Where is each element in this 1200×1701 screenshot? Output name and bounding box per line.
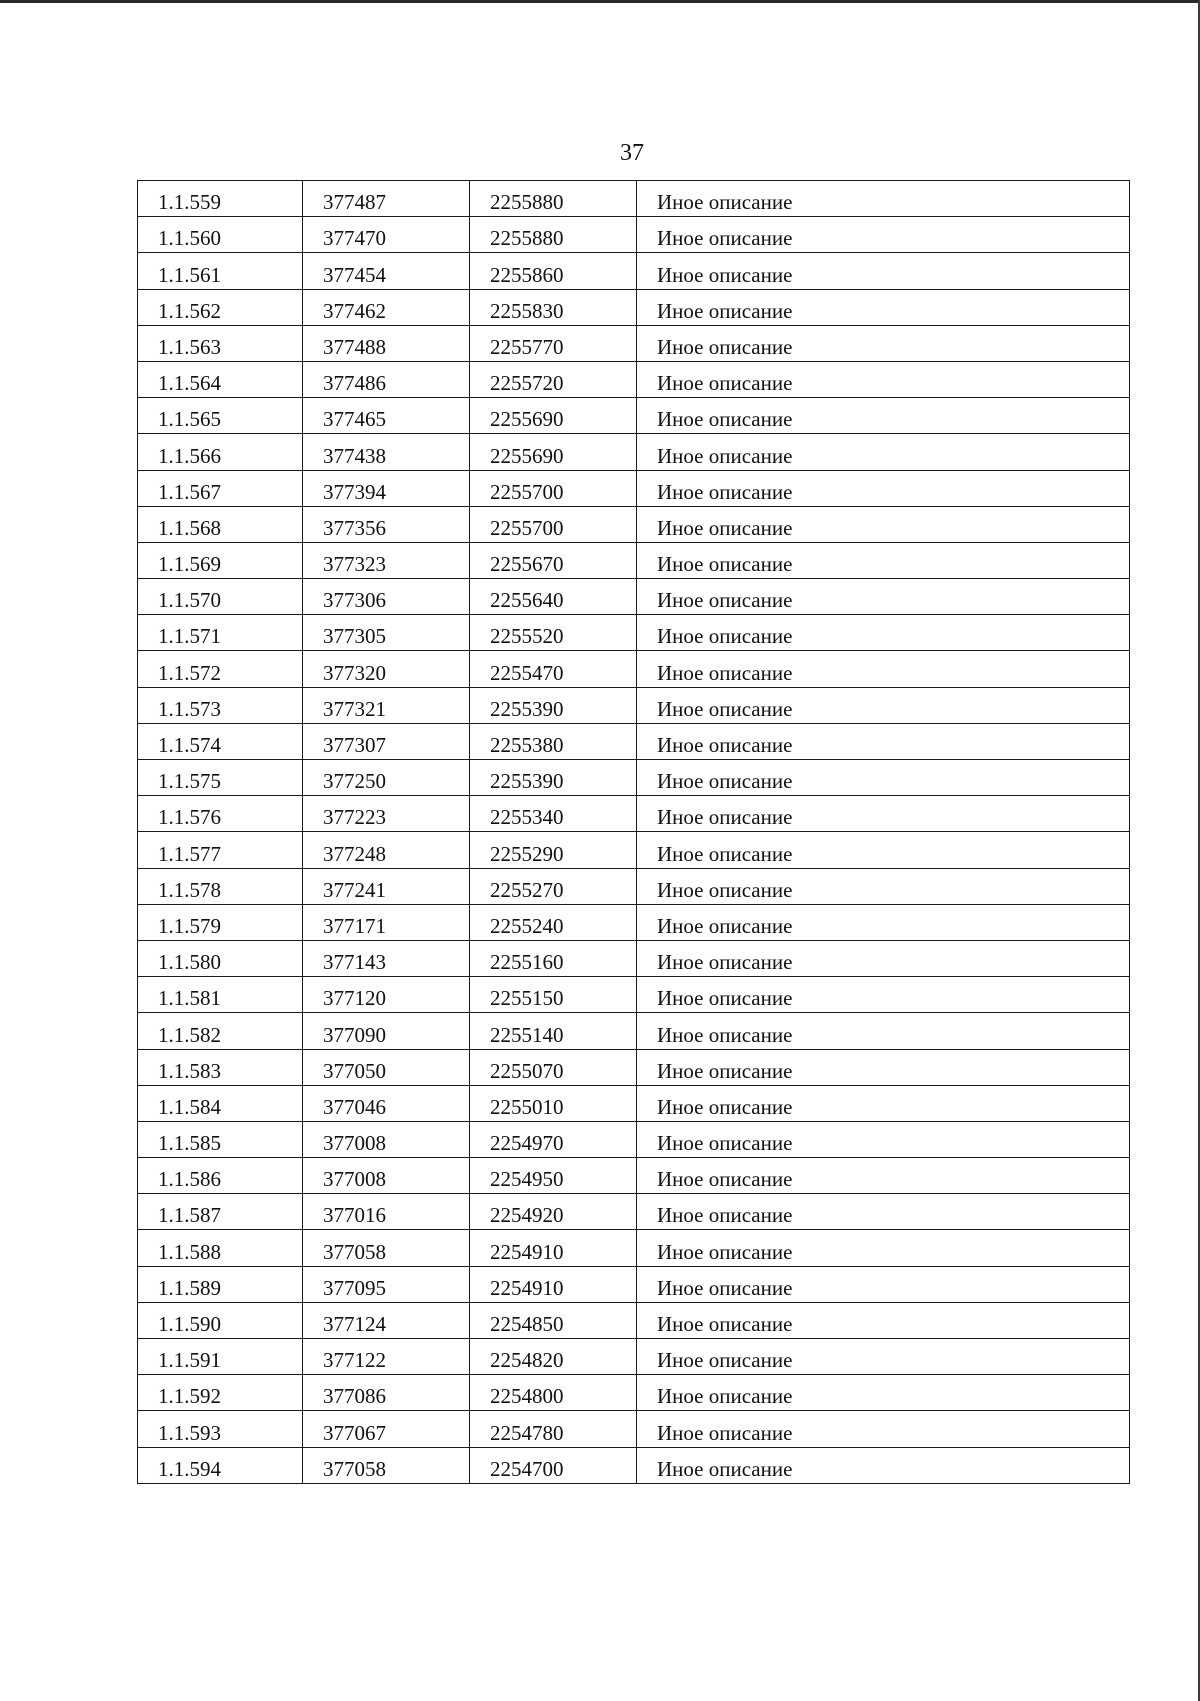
x-coordinate-cell: 377143 bbox=[303, 940, 470, 976]
description-cell: Иное описание bbox=[637, 723, 1130, 759]
description-cell: Иное описание bbox=[637, 940, 1130, 976]
y-coordinate-cell: 2255670 bbox=[470, 542, 637, 578]
table-row bbox=[138, 325, 1130, 361]
x-coordinate-cell: 377394 bbox=[303, 470, 470, 506]
table-row bbox=[138, 398, 1130, 434]
description-cell: Иное описание bbox=[637, 579, 1130, 615]
x-coordinate-cell: 377438 bbox=[303, 434, 470, 470]
y-coordinate-cell: 2255640 bbox=[470, 579, 637, 615]
description-cell: Иное описание bbox=[637, 1230, 1130, 1266]
x-coordinate-cell: 377356 bbox=[303, 506, 470, 542]
table-row bbox=[138, 723, 1130, 759]
y-coordinate-cell: 2255770 bbox=[470, 325, 637, 361]
y-coordinate-cell: 2255390 bbox=[470, 687, 637, 723]
x-coordinate-cell: 377486 bbox=[303, 361, 470, 397]
point-number-cell: 1.1.569 bbox=[138, 542, 303, 578]
x-coordinate-cell: 377046 bbox=[303, 1085, 470, 1121]
y-coordinate-cell: 2255700 bbox=[470, 470, 637, 506]
table-row bbox=[138, 289, 1130, 325]
x-coordinate-cell: 377321 bbox=[303, 687, 470, 723]
y-coordinate-cell: 2255140 bbox=[470, 1013, 637, 1049]
table-row bbox=[138, 1121, 1130, 1157]
description-cell: Иное описание bbox=[637, 1194, 1130, 1230]
description-cell: Иное описание bbox=[637, 217, 1130, 253]
y-coordinate-cell: 2254970 bbox=[470, 1121, 637, 1157]
point-number-cell: 1.1.588 bbox=[138, 1230, 303, 1266]
description-cell: Иное описание bbox=[637, 1158, 1130, 1194]
x-coordinate-cell: 377016 bbox=[303, 1194, 470, 1230]
description-cell: Иное описание bbox=[637, 977, 1130, 1013]
x-coordinate-cell: 377248 bbox=[303, 832, 470, 868]
description-cell: Иное описание bbox=[637, 470, 1130, 506]
table-row bbox=[138, 615, 1130, 651]
description-cell: Иное описание bbox=[637, 760, 1130, 796]
x-coordinate-cell: 377470 bbox=[303, 217, 470, 253]
y-coordinate-cell: 2254850 bbox=[470, 1302, 637, 1338]
table-row bbox=[138, 1411, 1130, 1447]
point-number-cell: 1.1.562 bbox=[138, 289, 303, 325]
description-cell: Иное описание bbox=[637, 361, 1130, 397]
table-row bbox=[138, 1447, 1130, 1483]
y-coordinate-cell: 2255880 bbox=[470, 181, 637, 217]
description-cell: Иное описание bbox=[637, 1375, 1130, 1411]
description-cell: Иное описание bbox=[637, 1411, 1130, 1447]
table-row bbox=[138, 1049, 1130, 1085]
table-row bbox=[138, 1302, 1130, 1338]
x-coordinate-cell: 377487 bbox=[303, 181, 470, 217]
description-cell: Иное описание bbox=[637, 1121, 1130, 1157]
y-coordinate-cell: 2255700 bbox=[470, 506, 637, 542]
y-coordinate-cell: 2255390 bbox=[470, 760, 637, 796]
y-coordinate-cell: 2255520 bbox=[470, 615, 637, 651]
description-cell: Иное описание bbox=[637, 434, 1130, 470]
point-number-cell: 1.1.560 bbox=[138, 217, 303, 253]
table-row bbox=[138, 217, 1130, 253]
table-row bbox=[138, 1230, 1130, 1266]
table-row bbox=[138, 506, 1130, 542]
description-cell: Иное описание bbox=[637, 1339, 1130, 1375]
table-row bbox=[138, 904, 1130, 940]
y-coordinate-cell: 2255720 bbox=[470, 361, 637, 397]
table-row bbox=[138, 687, 1130, 723]
table-row bbox=[138, 434, 1130, 470]
description-cell: Иное описание bbox=[637, 506, 1130, 542]
point-number-cell: 1.1.578 bbox=[138, 868, 303, 904]
point-number-cell: 1.1.589 bbox=[138, 1266, 303, 1302]
table-row bbox=[138, 760, 1130, 796]
x-coordinate-cell: 377241 bbox=[303, 868, 470, 904]
point-number-cell: 1.1.585 bbox=[138, 1121, 303, 1157]
description-cell: Иное описание bbox=[637, 651, 1130, 687]
point-number-cell: 1.1.559 bbox=[138, 181, 303, 217]
y-coordinate-cell: 2255690 bbox=[470, 398, 637, 434]
point-number-cell: 1.1.574 bbox=[138, 723, 303, 759]
description-cell: Иное описание bbox=[637, 1302, 1130, 1338]
description-cell: Иное описание bbox=[637, 289, 1130, 325]
x-coordinate-cell: 377008 bbox=[303, 1121, 470, 1157]
y-coordinate-cell: 2255070 bbox=[470, 1049, 637, 1085]
table-row bbox=[138, 579, 1130, 615]
table-row bbox=[138, 868, 1130, 904]
scan-edge-top bbox=[0, 0, 1200, 3]
page-number: 37 bbox=[620, 140, 644, 166]
table-row bbox=[138, 542, 1130, 578]
point-number-cell: 1.1.580 bbox=[138, 940, 303, 976]
point-number-cell: 1.1.565 bbox=[138, 398, 303, 434]
point-number-cell: 1.1.571 bbox=[138, 615, 303, 651]
x-coordinate-cell: 377008 bbox=[303, 1158, 470, 1194]
point-number-cell: 1.1.570 bbox=[138, 579, 303, 615]
x-coordinate-cell: 377171 bbox=[303, 904, 470, 940]
point-number-cell: 1.1.583 bbox=[138, 1049, 303, 1085]
x-coordinate-cell: 377223 bbox=[303, 796, 470, 832]
y-coordinate-cell: 2255270 bbox=[470, 868, 637, 904]
table-body bbox=[138, 181, 1130, 1484]
y-coordinate-cell: 2255240 bbox=[470, 904, 637, 940]
x-coordinate-cell: 377305 bbox=[303, 615, 470, 651]
coordinates-table bbox=[137, 180, 1130, 1484]
description-cell: Иное описание bbox=[637, 796, 1130, 832]
description-cell: Иное описание bbox=[637, 398, 1130, 434]
table-row bbox=[138, 940, 1130, 976]
x-coordinate-cell: 377124 bbox=[303, 1302, 470, 1338]
y-coordinate-cell: 2255160 bbox=[470, 940, 637, 976]
x-coordinate-cell: 377067 bbox=[303, 1411, 470, 1447]
table-row bbox=[138, 1013, 1130, 1049]
y-coordinate-cell: 2255340 bbox=[470, 796, 637, 832]
x-coordinate-cell: 377320 bbox=[303, 651, 470, 687]
x-coordinate-cell: 377058 bbox=[303, 1230, 470, 1266]
x-coordinate-cell: 377122 bbox=[303, 1339, 470, 1375]
description-cell: Иное описание bbox=[637, 325, 1130, 361]
y-coordinate-cell: 2254820 bbox=[470, 1339, 637, 1375]
x-coordinate-cell: 377095 bbox=[303, 1266, 470, 1302]
x-coordinate-cell: 377050 bbox=[303, 1049, 470, 1085]
description-cell: Иное описание bbox=[637, 868, 1130, 904]
x-coordinate-cell: 377462 bbox=[303, 289, 470, 325]
description-cell: Иное описание bbox=[637, 904, 1130, 940]
x-coordinate-cell: 377250 bbox=[303, 760, 470, 796]
description-cell: Иное описание bbox=[637, 181, 1130, 217]
table-row bbox=[138, 1339, 1130, 1375]
point-number-cell: 1.1.584 bbox=[138, 1085, 303, 1121]
x-coordinate-cell: 377086 bbox=[303, 1375, 470, 1411]
x-coordinate-cell: 377454 bbox=[303, 253, 470, 289]
x-coordinate-cell: 377307 bbox=[303, 723, 470, 759]
description-cell: Иное описание bbox=[637, 1085, 1130, 1121]
y-coordinate-cell: 2254700 bbox=[470, 1447, 637, 1483]
y-coordinate-cell: 2255470 bbox=[470, 651, 637, 687]
x-coordinate-cell: 377323 bbox=[303, 542, 470, 578]
point-number-cell: 1.1.590 bbox=[138, 1302, 303, 1338]
table-row bbox=[138, 651, 1130, 687]
point-number-cell: 1.1.587 bbox=[138, 1194, 303, 1230]
y-coordinate-cell: 2254780 bbox=[470, 1411, 637, 1447]
description-cell: Иное описание bbox=[637, 1013, 1130, 1049]
x-coordinate-cell: 377465 bbox=[303, 398, 470, 434]
point-number-cell: 1.1.577 bbox=[138, 832, 303, 868]
y-coordinate-cell: 2254950 bbox=[470, 1158, 637, 1194]
table-row bbox=[138, 1085, 1130, 1121]
x-coordinate-cell: 377488 bbox=[303, 325, 470, 361]
y-coordinate-cell: 2255880 bbox=[470, 217, 637, 253]
y-coordinate-cell: 2255010 bbox=[470, 1085, 637, 1121]
point-number-cell: 1.1.568 bbox=[138, 506, 303, 542]
table-row bbox=[138, 1375, 1130, 1411]
y-coordinate-cell: 2254920 bbox=[470, 1194, 637, 1230]
description-cell: Иное описание bbox=[637, 1266, 1130, 1302]
y-coordinate-cell: 2255380 bbox=[470, 723, 637, 759]
y-coordinate-cell: 2254910 bbox=[470, 1266, 637, 1302]
point-number-cell: 1.1.586 bbox=[138, 1158, 303, 1194]
point-number-cell: 1.1.561 bbox=[138, 253, 303, 289]
point-number-cell: 1.1.575 bbox=[138, 760, 303, 796]
point-number-cell: 1.1.566 bbox=[138, 434, 303, 470]
point-number-cell: 1.1.582 bbox=[138, 1013, 303, 1049]
point-number-cell: 1.1.581 bbox=[138, 977, 303, 1013]
point-number-cell: 1.1.591 bbox=[138, 1339, 303, 1375]
table-row bbox=[138, 1266, 1130, 1302]
description-cell: Иное описание bbox=[637, 1447, 1130, 1483]
point-number-cell: 1.1.573 bbox=[138, 687, 303, 723]
x-coordinate-cell: 377090 bbox=[303, 1013, 470, 1049]
table-row bbox=[138, 796, 1130, 832]
x-coordinate-cell: 377058 bbox=[303, 1447, 470, 1483]
point-number-cell: 1.1.579 bbox=[138, 904, 303, 940]
y-coordinate-cell: 2254800 bbox=[470, 1375, 637, 1411]
point-number-cell: 1.1.563 bbox=[138, 325, 303, 361]
table-row bbox=[138, 977, 1130, 1013]
point-number-cell: 1.1.576 bbox=[138, 796, 303, 832]
y-coordinate-cell: 2255860 bbox=[470, 253, 637, 289]
table-row bbox=[138, 361, 1130, 397]
description-cell: Иное описание bbox=[637, 1049, 1130, 1085]
description-cell: Иное описание bbox=[637, 615, 1130, 651]
y-coordinate-cell: 2255150 bbox=[470, 977, 637, 1013]
description-cell: Иное описание bbox=[637, 687, 1130, 723]
point-number-cell: 1.1.592 bbox=[138, 1375, 303, 1411]
description-cell: Иное описание bbox=[637, 832, 1130, 868]
description-cell: Иное описание bbox=[637, 253, 1130, 289]
point-number-cell: 1.1.594 bbox=[138, 1447, 303, 1483]
y-coordinate-cell: 2255690 bbox=[470, 434, 637, 470]
x-coordinate-cell: 377306 bbox=[303, 579, 470, 615]
point-number-cell: 1.1.593 bbox=[138, 1411, 303, 1447]
x-coordinate-cell: 377120 bbox=[303, 977, 470, 1013]
table-row bbox=[138, 470, 1130, 506]
y-coordinate-cell: 2254910 bbox=[470, 1230, 637, 1266]
table-row bbox=[138, 253, 1130, 289]
table-row bbox=[138, 1158, 1130, 1194]
description-cell: Иное описание bbox=[637, 542, 1130, 578]
table-row bbox=[138, 832, 1130, 868]
point-number-cell: 1.1.564 bbox=[138, 361, 303, 397]
point-number-cell: 1.1.567 bbox=[138, 470, 303, 506]
point-number-cell: 1.1.572 bbox=[138, 651, 303, 687]
table-row bbox=[138, 181, 1130, 217]
table-row bbox=[138, 1194, 1130, 1230]
y-coordinate-cell: 2255830 bbox=[470, 289, 637, 325]
y-coordinate-cell: 2255290 bbox=[470, 832, 637, 868]
